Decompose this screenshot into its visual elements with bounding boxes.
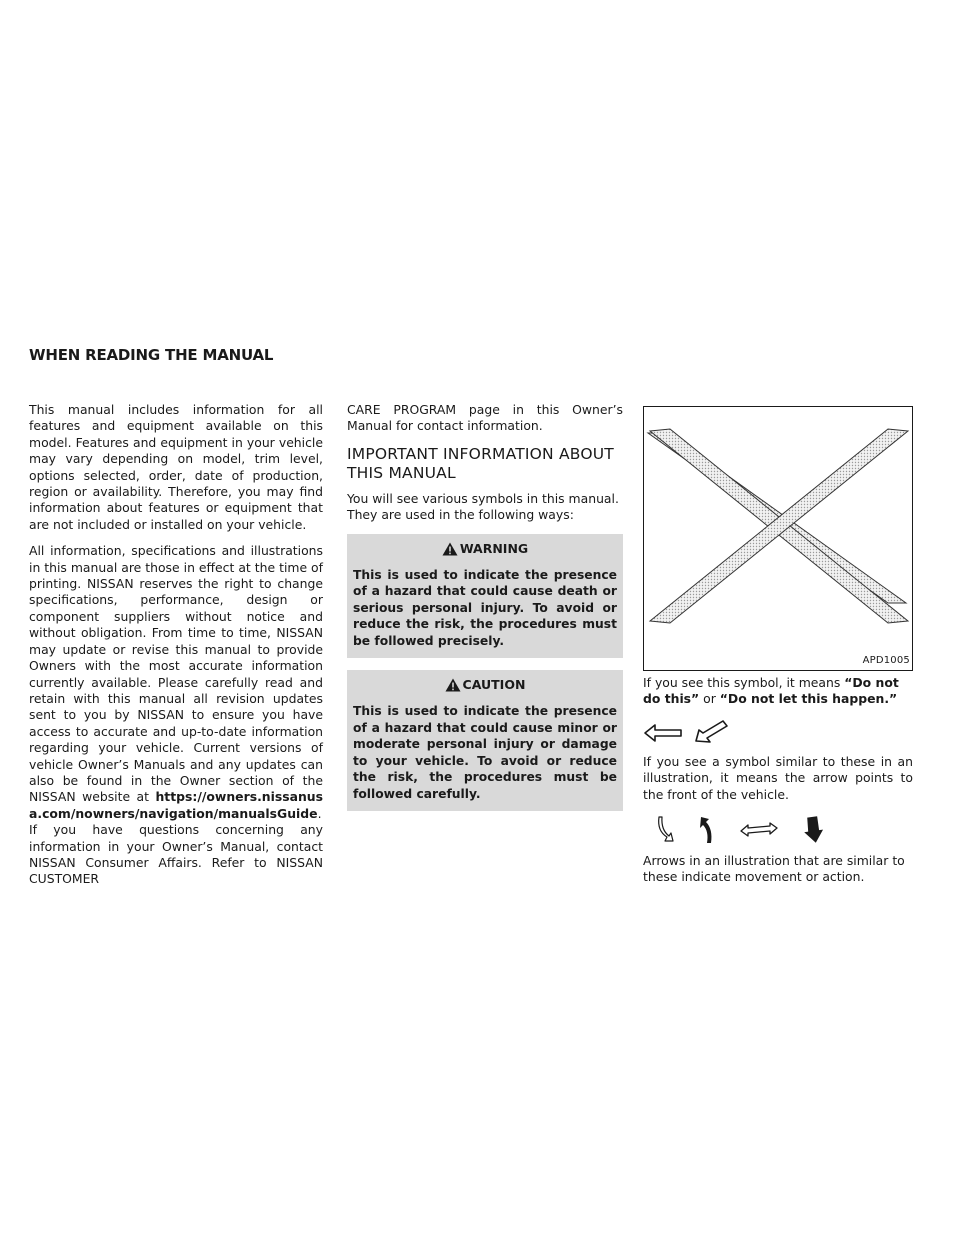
warning-body: This is used to indicate the presence of a hazard that could cause death or serious personal injury. To avoid or reduce the risk, the procedures must be followed precisely. — [353, 568, 617, 648]
do-not-bold-1: “Do not do this” — [643, 675, 899, 707]
warning-triangle-icon — [445, 678, 461, 692]
column-right — [643, 406, 913, 896]
caution-title — [353, 677, 617, 693]
paragraph-symbols-intro: You will see various symbols in this manual. They are used in the following ways: — [347, 490, 619, 523]
front-arrows-row — [643, 718, 913, 748]
paragraph-front: If you see a symbol similar to these in an illustration, it means the arrow points to the front of the vehicle. — [643, 753, 913, 802]
paragraph-specifications-text: All information, specifications and illustrations in this manual are those in effect at the time of printing. NISSAN reserves the right to change specifications, performance, design or component suppliers without notice and without obligation. From time to time, NISSAN may update or revise this manual to provide Owners with the most accurate information currently available. Please carefully read and retain with this manual all revision updates sent to you by NISSAN to ensure you have access to accurate and up-to-date information regarding your vehicle. Current versions of vehicle Owner’s Manuals and any updates can also be found in the Owner section of the NISSAN website at — [29, 543, 323, 805]
figure-code: APD1005 — [862, 654, 910, 666]
bent-arrow-icon — [697, 815, 717, 845]
do-not-bold-2: “Do not let this happen.” — [719, 691, 898, 707]
section-title: WHEN READING THE MANUAL — [29, 346, 274, 364]
do-not-text: If you see this symbol, it means — [643, 675, 845, 690]
double-arrow-icon — [739, 820, 779, 840]
warning-triangle-icon — [442, 542, 458, 556]
caution-label: CAUTION — [462, 677, 526, 693]
paragraph-continuation: CARE PROGRAM page in this Owner’s Manual for contact information. — [347, 402, 623, 434]
paragraph-specifications-end: . If you have questions concerning any information in your Owner’s Manual, contact NISSAN Consumer Affairs. Refer to NISSAN CUSTOMER — [29, 805, 323, 887]
caution-body: This is used to indicate the presence of a hazard that could cause minor or moderate personal injury or damage to your vehicle. To avoid or reduce the risk, the procedures must be followed carefully. — [353, 704, 617, 801]
movement-arrows-row — [655, 813, 913, 847]
cross-x-icon — [644, 407, 912, 670]
front-arrow-angled-icon — [693, 719, 733, 747]
warning-box — [347, 534, 623, 658]
column-left — [29, 402, 323, 898]
warning-label: WARNING — [459, 540, 529, 556]
subheading-important-info: IMPORTANT INFORMATION ABOUT THIS MANUAL — [347, 444, 614, 482]
caution-box — [347, 670, 623, 811]
column-middle — [347, 402, 623, 823]
paragraph-features: This manual includes information for all features and equipment available on this model. Features and equipment in your vehicle may vary depending on model, trim level, options selected, order, date of production, region or availability. Therefore, you may find information about features or equipment that are not included or installed on your vehicle. — [29, 402, 323, 532]
front-arrow-icon — [643, 722, 683, 744]
down-arrow-icon — [801, 815, 825, 845]
curved-arrow-icon — [655, 815, 675, 845]
paragraph-specifications — [29, 543, 323, 888]
manuals-guide-link[interactable]: https://owners.nissanusa.com/nowners/navigation/manualsGuide — [29, 789, 323, 821]
warning-title — [353, 541, 617, 557]
do-not-or: or — [699, 691, 720, 707]
paragraph-do-not — [643, 675, 913, 708]
paragraph-movement: Arrows in an illustration that are similar to these indicate movement or action. — [643, 853, 905, 885]
do-not-symbol-figure — [643, 406, 913, 671]
